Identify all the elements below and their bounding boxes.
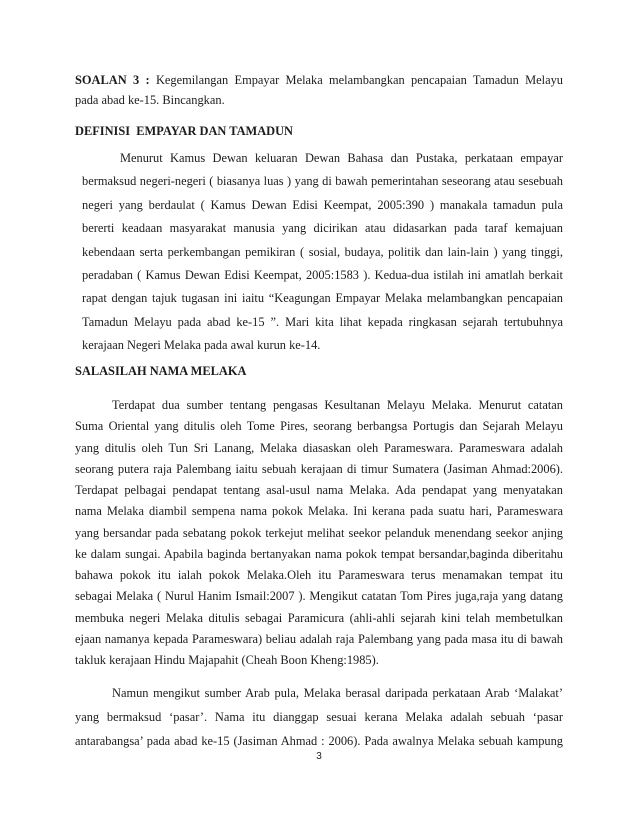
paragraph-line: ejaan namanya kepada Parameswara) beliau adalah raja Palembang yang pada masa itu di bawah xyxy=(75,631,563,646)
question-line: pada abad ke-15. Bincangkan. xyxy=(75,93,225,107)
question-line xyxy=(75,70,563,90)
paragraph-line: Tamadun Melayu pada abad ke-15 ”. Mari kita lihat kepada ringkasan sejarah tertubuhnya xyxy=(82,314,563,329)
paragraph-line: seorang putera raja Palembang iaitu sebuah kerajaan di timur Sumatera (Jasiman Ahmad:2006). xyxy=(75,461,563,476)
paragraph xyxy=(75,681,563,753)
section-heading: SALASILAH NAMA MELAKA xyxy=(75,364,247,378)
paragraph xyxy=(82,147,563,358)
paragraph-line: peradaban ( Kamus Dewan Edisi Keempat, 2005:1583 ). Kedua-dua istilah ini amatlah berkait xyxy=(82,268,563,283)
paragraph-line: antarabangsa’ pada abad ke-15 (Jasiman Ahmad : 2006). Pada awalnya Melaka sebuah kampung xyxy=(75,734,563,748)
question-text: Kegemilangan Empayar Melaka melambangkan pencapaian Tamadun Melayu xyxy=(155,73,563,87)
paragraph-line: bererti keadaan masyarakat manusia yang dicirikan atau didasarkan pada taraf kemajuan xyxy=(82,221,563,236)
question-block xyxy=(75,70,563,110)
paragraph-line: yang ditulis oleh Tun Sri Lanang, Melaka diasaskan oleh Parameswara. Parameswara adalah xyxy=(75,440,563,455)
paragraph-line: negeri yang berdaulat ( Kamus Dewan Edisi Keempat, 2005:390 ) manakala tamadun pula xyxy=(82,197,563,212)
paragraph-line: bahawa pokok itu ialah pokok Melaka.Oleh itu Parameswara terus menamakan tempat itu xyxy=(75,568,563,582)
paragraph-line: bermaksud negeri-negeri ( biasanya luas ) yang di bawah pemerintahan seseorang atau sesebuah xyxy=(82,174,563,189)
paragraph-line: sebagai Melaka ( Nurul Hanim Ismail:2007 ). Mengikut catatan Tom Pires juga,raja yang datang xyxy=(75,589,563,604)
page-number: 3 xyxy=(316,751,322,762)
paragraph-line: nama Melaka diambil sempena nama pokok Melaka. Ini kerana pada suatu hari, Parameswara xyxy=(75,504,563,519)
paragraph-line: takluk kerajaan Hindu Majapahit (Cheah Boon Kheng:1985). xyxy=(75,653,379,667)
paragraph-line: membuka negeri Melaka ditulis sebagai Paramicura (ahli-ahli sejarah kini telah membetulkan xyxy=(75,610,563,625)
paragraph-line: yang bersandar pada sebatang pokok terkejut melihat seekor pelanduk menendang seekor anjing xyxy=(75,525,563,540)
paragraph-line: kebendaan serta perkembangan pemikiran ( sosial, budaya, politik dan lain-lain ) yang tinggi, xyxy=(82,244,563,259)
paragraph-line: Namun mengikut sumber Arab pula, Melaka berasal daripada perkataan Arab ‘Malakat’ xyxy=(112,686,563,700)
paragraph-line: Menurut Kamus Dewan keluaran Dewan Bahasa dan Pustaka, perkataan empayar xyxy=(120,151,563,165)
question-label: SOALAN 3 : xyxy=(75,73,150,87)
paragraph-line: ke dalam sungai. Apabila baginda bertanyakan nama pokok tempat bersandar,baginda diberitahu xyxy=(75,546,563,561)
section-heading: DEFINISI EMPAYAR DAN TAMADUN xyxy=(75,124,294,138)
paragraph xyxy=(75,395,563,671)
paragraph-line: rapat dengan tajuk tugasan ini iaitu “Keagungan Empayar Melaka melambangkan pencapaian xyxy=(82,291,563,306)
paragraph-line: Terdapat pelbagai pendapat tentang asal-usul nama Melaka. Ada pendapat yang menyatakan xyxy=(75,483,563,497)
paragraph-line: Terdapat dua sumber tentang pengasas Kesultanan Melayu Melaka. Menurut catatan xyxy=(112,398,563,412)
paragraph-line: kerajaan Negeri Melaka pada awal kurun ke-14. xyxy=(82,338,321,353)
paragraph-line: Suma Oriental yang ditulis oleh Tome Pires, seorang berbangsa Portugis dan Sejarah Melayu xyxy=(75,419,563,434)
paragraph-line: yang bermaksud ‘pasar’. Nama itu dianggap sesuai kerana Melaka adalah sebuah ‘pasar xyxy=(75,710,563,724)
